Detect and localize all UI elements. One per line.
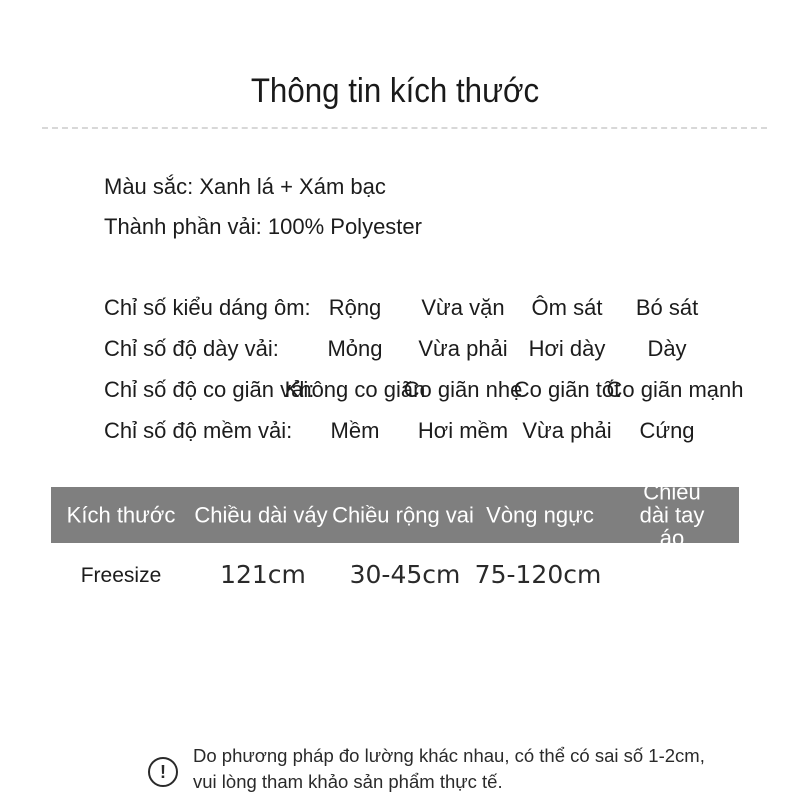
stretch-index-row	[0, 377, 790, 407]
stretch-option: Co giãn tốt	[513, 377, 621, 402]
header-shoulder-width: Chiều rộng vai	[332, 502, 474, 528]
table-row	[51, 560, 739, 594]
header-sleeve-length: Chiều dài tay áo	[639, 479, 705, 551]
header-bust: Vòng ngực	[486, 502, 594, 528]
stretch-index-label: Chỉ số độ co giãn vải:	[104, 377, 315, 402]
material-info: Thành phần vải: 100% Polyester	[104, 214, 422, 239]
fit-index-label: Chỉ số kiểu dáng ôm:	[104, 295, 311, 320]
note-line-2: vui lòng tham khảo sản phẩm thực tế.	[193, 771, 503, 792]
cell-dress-length: 121cm	[220, 560, 306, 589]
softness-option: Cứng	[639, 418, 695, 443]
stretch-option: Không co giãn	[284, 377, 426, 402]
thickness-option: Mỏng	[327, 336, 383, 361]
softness-option: Hơi mềm	[417, 418, 509, 443]
thickness-index-label: Chỉ số độ dày vải:	[104, 336, 279, 361]
fit-option: Rộng	[328, 295, 382, 320]
note-line-1: Do phương pháp đo lường khác nhau, có thể có sai số 1-2cm,	[193, 745, 705, 766]
thickness-option: Dày	[647, 336, 687, 361]
thickness-index-row	[0, 336, 790, 366]
thickness-option: Hơi dày	[528, 336, 606, 361]
thickness-option: Vừa phải	[418, 336, 508, 361]
stretch-option: Co giãn nhẹ	[403, 377, 523, 402]
softness-index-row	[0, 418, 790, 448]
cell-bust: 75-120cm	[474, 560, 602, 589]
page-title: Thông tin kích thước	[250, 72, 540, 110]
exclamation-circle-icon: !	[148, 757, 178, 787]
cell-size: Freesize	[80, 564, 162, 587]
fit-option: Ôm sát	[531, 295, 603, 320]
fit-index-row	[0, 295, 790, 325]
fit-option: Bó sát	[635, 295, 699, 320]
stretch-option: Co giãn mạnh	[606, 377, 744, 402]
size-table-header	[51, 479, 739, 551]
softness-index-label: Chỉ số độ mềm vải:	[104, 418, 293, 443]
cell-shoulder-width: 30-45cm	[349, 560, 461, 589]
header-dress-length: Chiều dài váy	[194, 502, 328, 528]
color-info: Màu sắc: Xanh lá + Xám bạc	[104, 174, 386, 199]
dashed-divider	[42, 127, 767, 129]
fit-option: Vừa vặn	[421, 295, 505, 320]
softness-option: Vừa phải	[522, 418, 612, 443]
softness-option: Mềm	[330, 418, 380, 443]
header-size: Kích thước	[66, 502, 176, 528]
